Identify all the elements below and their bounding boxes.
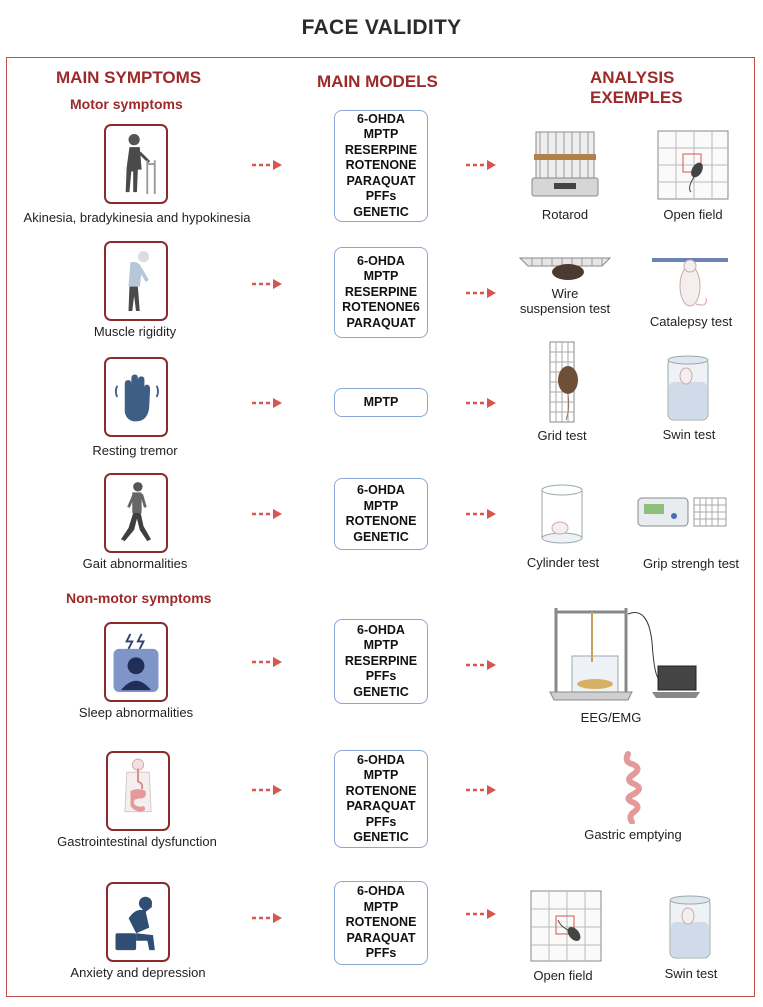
models-box: 6-OHDA MPTP RESERPINE ROTENONE6 PARAQUAT [334, 247, 428, 338]
motor-section-label: Motor symptoms [70, 96, 183, 112]
open-field-icon [530, 890, 602, 962]
walker-person-icon [104, 124, 168, 204]
arrow-icon [252, 509, 282, 519]
test-label: EEG/EMG [580, 710, 642, 725]
intestine-icon [618, 750, 648, 824]
depressed-person-icon [106, 882, 170, 962]
grid-test-icon [548, 340, 584, 424]
models-box: MPTP [334, 388, 428, 417]
arrow-icon [466, 288, 496, 298]
test-label: Grip strengh test [642, 556, 740, 571]
test-label: Rotarod [541, 207, 589, 222]
page-title: FACE VALIDITY [301, 16, 462, 39]
stooped-person-icon [104, 241, 168, 321]
test-label: Grid test [537, 428, 587, 443]
symptom-label: Gait abnormalities [82, 556, 188, 571]
models-box: 6-OHDA MPTP RESERPINE PFFs GENETIC [334, 619, 428, 704]
sleep-person-icon [104, 622, 168, 702]
models-header: MAIN MODELS [317, 72, 438, 91]
symptom-label: Anxiety and depression [70, 965, 206, 980]
test-label: Swin test [662, 427, 716, 442]
arrow-icon [466, 509, 496, 519]
arrow-icon [252, 398, 282, 408]
arrow-icon [252, 657, 282, 667]
models-box: 6-OHDA MPTP ROTENONE PARAQUAT PFFs GENETIC [334, 750, 428, 848]
arrow-icon [252, 160, 282, 170]
cylinder-test-icon [540, 484, 584, 546]
arrow-icon [252, 913, 282, 923]
eeg-emg-setup-icon [548, 602, 700, 704]
wire-suspension-icon [518, 254, 612, 284]
models-box: 6-OHDA MPTP ROTENONE PARAQUAT PFFs [334, 881, 428, 965]
walking-person-icon [104, 473, 168, 553]
catalepsy-icon [652, 254, 728, 314]
arrow-icon [466, 785, 496, 795]
models-box: 6-OHDA MPTP ROTENONE GENETIC [334, 478, 428, 550]
digestive-system-icon [106, 751, 170, 831]
trembling-hand-icon [104, 357, 168, 437]
symptom-label: Muscle rigidity [93, 324, 177, 339]
test-label: Swin test [664, 966, 718, 981]
grip-strength-icon [636, 494, 728, 530]
swim-test-icon [668, 894, 712, 960]
symptom-label: Sleep abnormalities [78, 705, 194, 720]
symptom-label: Resting tremor [92, 443, 178, 458]
arrow-icon [466, 909, 496, 919]
test-label: Cylinder test [526, 555, 600, 570]
test-label: Open field [663, 207, 723, 222]
symptom-label: Akinesia, bradykinesia and hypokinesia [23, 210, 251, 225]
test-label: Catalepsy test [649, 314, 733, 329]
swim-test-icon [666, 354, 710, 422]
non-motor-section-label: Non-motor symptoms [66, 590, 212, 606]
test-label: Gastric emptying [584, 827, 682, 842]
arrow-icon [252, 785, 282, 795]
arrow-icon [252, 279, 282, 289]
symptoms-header: MAIN SYMPTOMS [56, 68, 202, 87]
test-label: Open field [533, 968, 593, 983]
symptom-label: Gastrointestinal dysfunction [57, 834, 217, 849]
arrow-icon [466, 398, 496, 408]
analysis-header: ANALYSIS EXEMPLES [590, 68, 683, 107]
rotarod-icon [530, 128, 600, 200]
arrow-icon [466, 160, 496, 170]
test-label: Wire suspension test [519, 286, 611, 316]
arrow-icon [466, 660, 496, 670]
open-field-icon [657, 130, 729, 200]
models-box: 6-OHDA MPTP RESERPINE ROTENONE PARAQUAT PFFs GENETIC [334, 110, 428, 222]
